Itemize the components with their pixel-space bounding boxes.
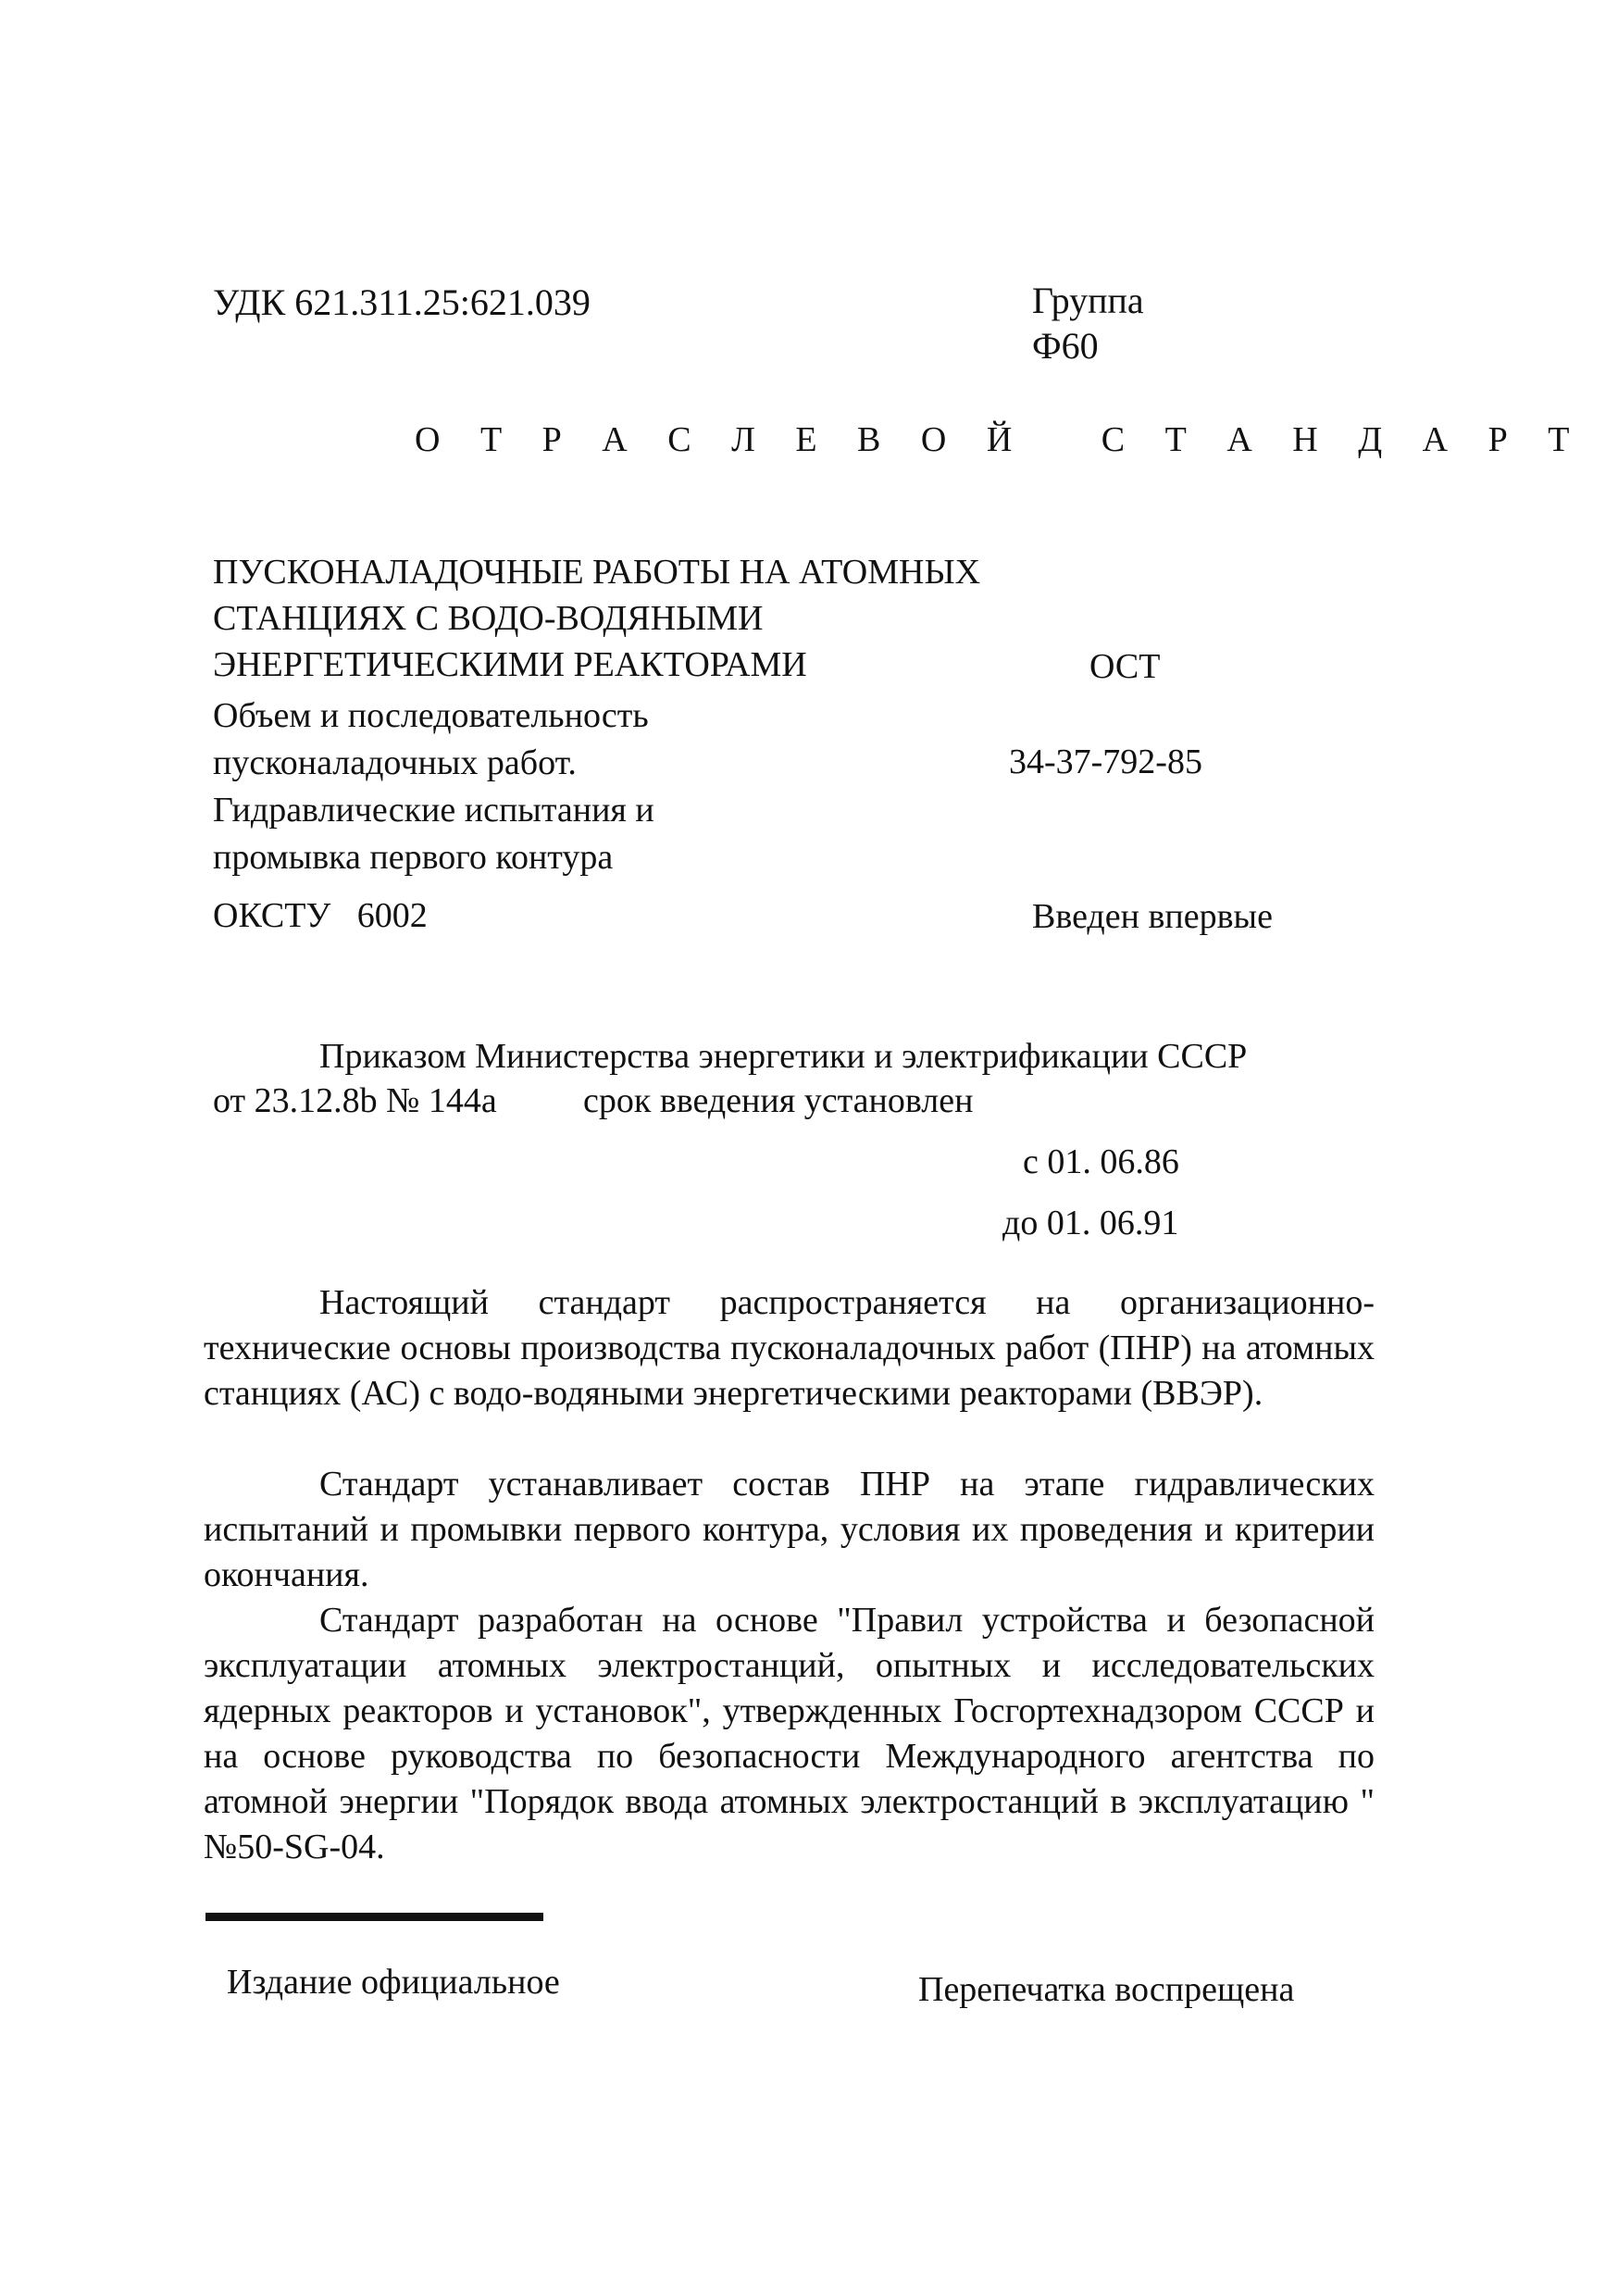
title-line-1: ПУСКОНАЛАДОЧНЫЕ РАБОТЫ НА АТОМНЫХ [213,553,981,592]
valid-from-date: с 01. 06.86 [1023,1142,1179,1181]
introduced-note: Введен впервые [1032,897,1273,936]
order-term-text: срок введения установлен [583,1081,974,1120]
subtitle-line-4: промывка первого контура [213,838,614,877]
okstu-code: ОКСТУ 6002 [213,896,428,935]
ost-label: ОСТ [1089,647,1161,686]
group-code: Ф60 [1032,325,1099,367]
subtitle-line-3: Гидравлические испытания и [213,791,654,830]
reprint-prohibited-note: Перепечатка воспрещена [918,1970,1295,2009]
paragraph-scope: Настоящий стандарт распространяется на организационно-технические основы производства пусконаладочных работ (ПНР) на атомных станциях (АС) с водо-водяными энергетическими реакторами (ВВЭР). [204,1283,1375,1413]
order-line-1: Приказом Министерства энергетики и электрификации СССР [319,1037,1248,1076]
subtitle-line-2: пусконаладочных работ. [213,743,577,782]
title-line-2: СТАНЦИЯХ С ВОДО-ВОДЯНЫМИ [213,599,764,638]
document-type-heading: О Т Р А С Л Е В О Й С Т А Н Д А Р Т [415,420,1586,459]
paragraph-basis: Стандарт разработан на основе "Правил устройства и безопасной эксплуатации атомных электростанций, опытных и исследовательских ядерных реакторов и установок", утвержденных Госгортехнадзором СССР и на основе руководства по безопасности Международного агентства по атомной энергии "Порядок ввода атомных электростанций в эксплуатацию " №50-SG-04. [204,1601,1375,1866]
paragraph-composition: Стандарт устанавливает состав ПНР на этапе гидравлических испытаний и промывки первого контура, условия их проведения и критерии окончания. [204,1465,1375,1594]
footer-rule [205,1913,543,1921]
valid-to-date: до 01. 06.91 [1002,1204,1179,1242]
subtitle-line-1: Объем и последовательность [213,696,649,735]
standard-number: 34-37-792-85 [1009,742,1202,781]
order-date-number: от 23.12.8b № 144а [213,1081,497,1120]
group-label: Группа [1032,280,1144,321]
title-line-3: ЭНЕРГЕТИЧЕСКИМИ РЕАКТОРАМИ [213,645,807,684]
udk-code: УДК 621.311.25:621.039 [213,281,591,323]
official-edition-note: Издание официальное [227,1963,560,2002]
